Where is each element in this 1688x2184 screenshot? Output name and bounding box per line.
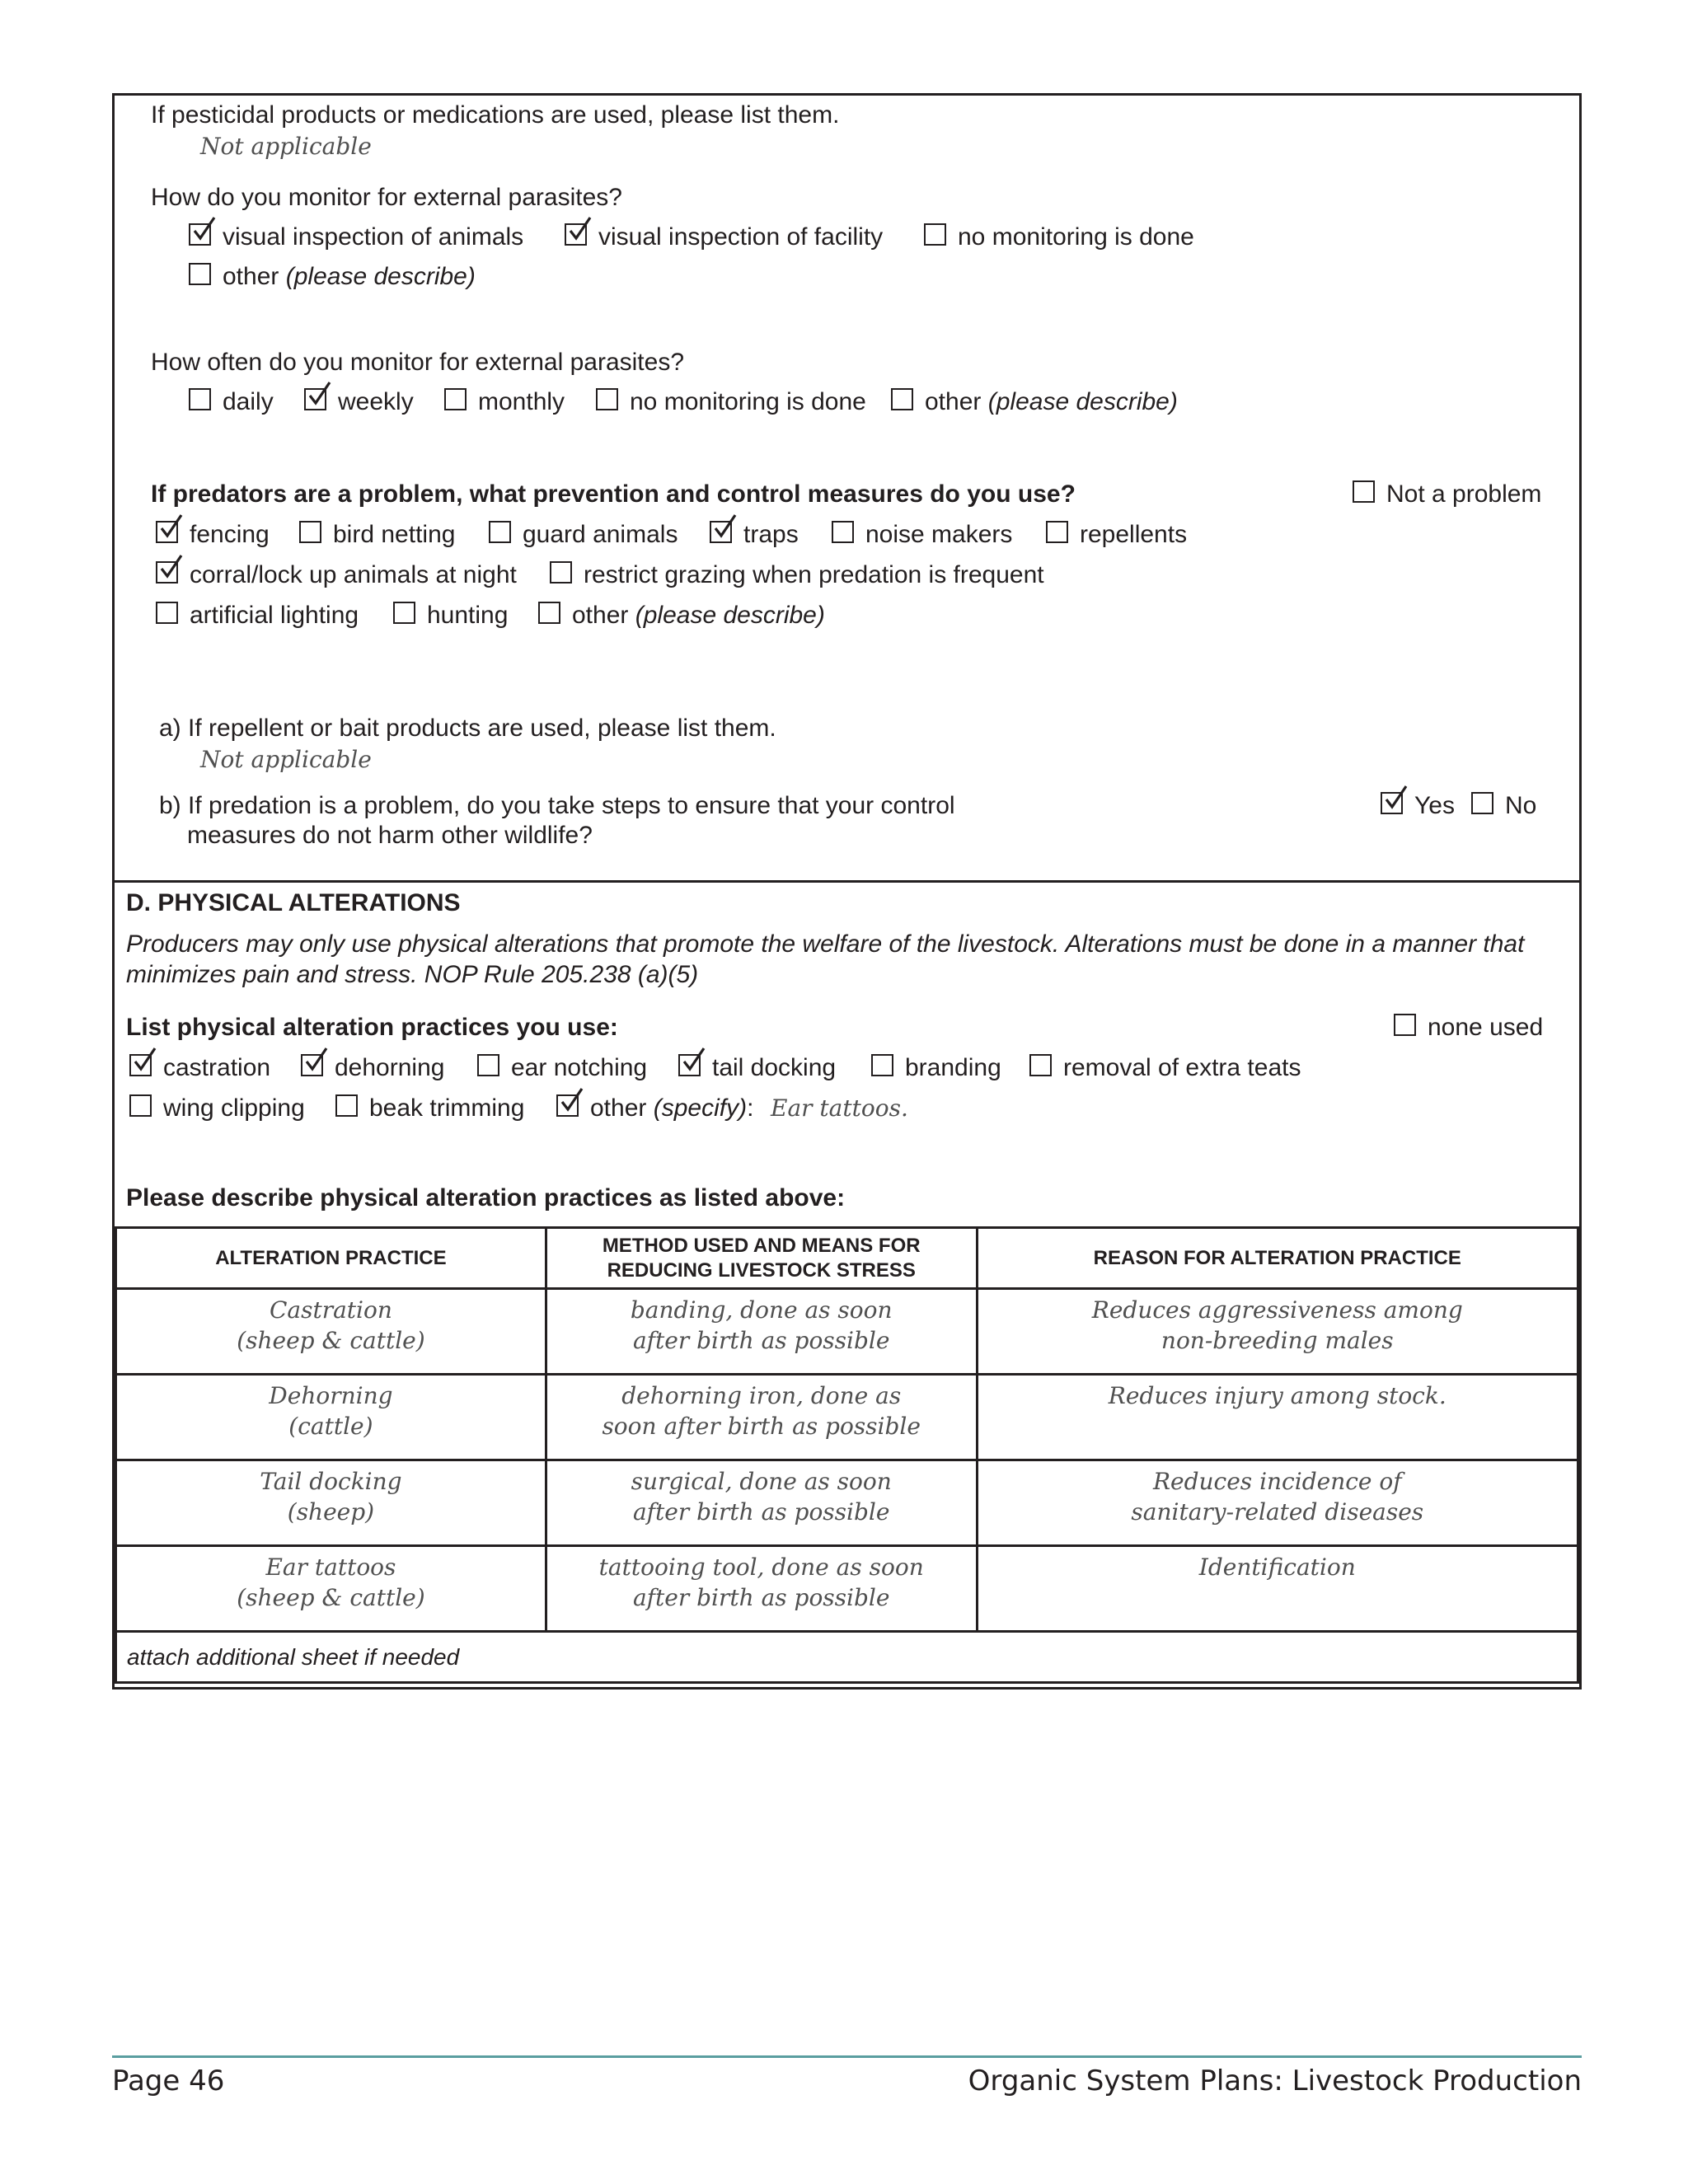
checkbox[interactable] bbox=[710, 521, 732, 543]
checkbox[interactable] bbox=[678, 1054, 701, 1076]
option-label: other bbox=[590, 1094, 647, 1122]
predator-fencing[interactable] bbox=[156, 520, 270, 550]
option-label: beak trimming bbox=[369, 1094, 525, 1122]
predator-artificial-lighting[interactable] bbox=[156, 601, 359, 630]
alteration-wing-clipping[interactable] bbox=[129, 1094, 305, 1123]
checkbox[interactable] bbox=[189, 223, 211, 246]
option-label: wing clipping bbox=[163, 1094, 305, 1122]
option-label: visual inspection of facility bbox=[598, 223, 884, 251]
option-label: no monitoring is done bbox=[630, 388, 866, 415]
option-label: ear notching bbox=[511, 1054, 648, 1081]
freq-weekly[interactable] bbox=[304, 387, 414, 417]
alteration-dehorning[interactable] bbox=[301, 1053, 444, 1083]
option-label: fencing bbox=[190, 521, 270, 548]
predator-guard-animals[interactable] bbox=[489, 520, 678, 550]
checkbox[interactable] bbox=[1471, 792, 1493, 814]
alteration-other-value[interactable]: Ear tattoos. bbox=[771, 1094, 908, 1122]
checkbox[interactable] bbox=[891, 388, 913, 410]
reason-cell[interactable]: Reduces injury among stock. bbox=[977, 1375, 1578, 1460]
checkbox[interactable] bbox=[156, 521, 178, 543]
checkbox[interactable] bbox=[1394, 1014, 1416, 1036]
checkbox[interactable] bbox=[1381, 792, 1403, 814]
option-label: none used bbox=[1428, 1014, 1544, 1041]
option-hint: (please describe) bbox=[987, 388, 1178, 415]
alteration-ear-notching[interactable] bbox=[477, 1053, 647, 1083]
alteration-removal-extra-teats[interactable] bbox=[1029, 1053, 1301, 1083]
option-label: castration bbox=[163, 1054, 271, 1081]
option-label: restrict grazing when predation is frequent bbox=[584, 561, 1044, 588]
section-intro: Producers may only use physical alterations that promote the welfare of the livestock. Alterations must be done in a manner that minimizes pain and stress. NOP Rule 205.238 (a)(5) bbox=[126, 930, 1525, 988]
wildlife-question-line2: measures do not harm other wildlife? bbox=[187, 822, 593, 849]
option-label: visual inspection of animals bbox=[223, 223, 524, 251]
additional-sheet-note: attach additional sheet if needed bbox=[116, 1632, 1578, 1683]
option-label: hunting bbox=[427, 602, 509, 629]
checkbox[interactable] bbox=[489, 521, 511, 543]
predator-repellents[interactable] bbox=[1046, 520, 1187, 550]
option-label: monthly bbox=[478, 388, 565, 415]
alteration-castration[interactable] bbox=[129, 1053, 270, 1083]
checkbox[interactable] bbox=[871, 1054, 893, 1076]
freq-monthly[interactable] bbox=[444, 387, 565, 417]
document-title: Organic System Plans: Livestock Production bbox=[968, 2064, 1582, 2097]
checkbox[interactable] bbox=[156, 602, 178, 624]
checkbox[interactable] bbox=[393, 602, 415, 624]
alteration-branding[interactable] bbox=[871, 1053, 1001, 1083]
wildlife-question-line1: b) If predation is a problem, do you take steps to ensure that your control bbox=[159, 792, 955, 819]
column-header: REASON FOR ALTERATION PRACTICE bbox=[977, 1228, 1578, 1289]
table-row bbox=[116, 1289, 1578, 1375]
alterations-list-label: List physical alteration practices you use: bbox=[126, 1014, 618, 1041]
option-label: corral/lock up animals at night bbox=[190, 561, 517, 588]
footer-rule bbox=[112, 2055, 1582, 2058]
checkbox[interactable] bbox=[129, 1054, 152, 1076]
option-label: Yes bbox=[1414, 792, 1455, 819]
repellents-question: a) If repellent or bait products are used, please list them. bbox=[159, 715, 776, 742]
option-label: guard animals bbox=[523, 521, 678, 548]
method-cell[interactable]: surgical, done as soon after birth as possible bbox=[546, 1460, 977, 1546]
checkbox[interactable] bbox=[156, 561, 178, 583]
monitor-other[interactable] bbox=[189, 262, 476, 292]
section-divider bbox=[115, 880, 1579, 883]
checkbox[interactable] bbox=[1029, 1054, 1052, 1076]
option-label: Not a problem bbox=[1386, 480, 1542, 508]
method-cell[interactable]: tattooing tool, done as soon after birth as possible bbox=[546, 1546, 977, 1632]
reason-cell[interactable]: Reduces incidence of sanitary-related diseases bbox=[977, 1460, 1578, 1546]
option-hint: (please describe) bbox=[635, 602, 825, 629]
alterations-table bbox=[115, 1226, 1579, 1684]
checkbox[interactable] bbox=[304, 388, 326, 410]
option-label: dehorning bbox=[335, 1054, 445, 1081]
repellents-answer: Not applicable bbox=[200, 746, 372, 773]
table-row bbox=[116, 1375, 1578, 1460]
option-label: other bbox=[572, 602, 629, 629]
monitor-method-question: How do you monitor for external parasites? bbox=[151, 184, 622, 211]
freq-daily[interactable] bbox=[189, 387, 274, 417]
column-header: METHOD USED AND MEANS FOR REDUCING LIVESTOCK STRESS bbox=[546, 1228, 977, 1289]
reason-cell[interactable]: Reduces aggressiveness among non-breeding males bbox=[977, 1289, 1578, 1375]
freq-other[interactable] bbox=[891, 387, 1178, 417]
table-header-row bbox=[116, 1228, 1578, 1289]
checkbox[interactable] bbox=[444, 388, 467, 410]
option-label: repellents bbox=[1080, 521, 1188, 548]
form-frame bbox=[112, 93, 1582, 1690]
option-label: other bbox=[925, 388, 982, 415]
checkbox[interactable] bbox=[832, 521, 854, 543]
practice-cell[interactable]: Castration (sheep & cattle) bbox=[116, 1289, 546, 1375]
reason-cell[interactable]: Identification bbox=[977, 1546, 1578, 1632]
alterations-none-used[interactable] bbox=[1394, 1013, 1543, 1043]
method-cell[interactable]: dehorning iron, done as soon after birth as possible bbox=[546, 1375, 977, 1460]
monitor-none[interactable] bbox=[924, 223, 1194, 252]
monitor-frequency-question: How often do you monitor for external parasites? bbox=[151, 349, 685, 376]
option-label: weekly bbox=[338, 388, 414, 415]
checkbox[interactable] bbox=[565, 223, 587, 246]
option-label: other bbox=[223, 263, 279, 290]
monitor-visual-facility[interactable] bbox=[565, 223, 883, 252]
checkbox[interactable] bbox=[335, 1094, 358, 1117]
column-header: ALTERATION PRACTICE bbox=[116, 1228, 546, 1289]
option-label: bird netting bbox=[333, 521, 456, 548]
predator-restrict-grazing[interactable] bbox=[550, 560, 1044, 590]
option-label: No bbox=[1505, 792, 1537, 819]
predator-noise-makers[interactable] bbox=[832, 520, 1012, 550]
practice-cell[interactable]: Ear tattoos (sheep & cattle) bbox=[116, 1546, 546, 1632]
predator-corral[interactable] bbox=[156, 560, 517, 590]
checkbox[interactable] bbox=[129, 1094, 152, 1117]
checkbox[interactable] bbox=[301, 1054, 323, 1076]
option-label: removal of extra teats bbox=[1063, 1054, 1301, 1081]
predator-bird-netting[interactable] bbox=[299, 520, 455, 550]
checkbox[interactable] bbox=[550, 561, 572, 583]
predator-hunting[interactable] bbox=[393, 601, 508, 630]
checkbox[interactable] bbox=[924, 223, 946, 246]
practice-cell[interactable]: Tail docking (sheep) bbox=[116, 1460, 546, 1546]
monitor-visual-animals[interactable] bbox=[189, 223, 523, 252]
checkbox[interactable] bbox=[596, 388, 618, 410]
alteration-other[interactable]: other (specify) : bbox=[556, 1094, 753, 1123]
checkbox[interactable] bbox=[538, 602, 560, 624]
freq-none[interactable] bbox=[596, 387, 866, 417]
option-label: branding bbox=[905, 1054, 1001, 1081]
checkbox[interactable] bbox=[1046, 521, 1068, 543]
method-cell[interactable]: banding, done as soon after birth as possible bbox=[546, 1289, 977, 1375]
option-label: noise makers bbox=[865, 521, 1013, 548]
predator-traps[interactable] bbox=[710, 520, 799, 550]
option-label: tail docking bbox=[712, 1054, 837, 1081]
option-label: traps bbox=[743, 521, 799, 548]
checkbox[interactable] bbox=[299, 521, 321, 543]
option-label: no monitoring is done bbox=[958, 223, 1194, 251]
checkbox[interactable] bbox=[1353, 480, 1375, 503]
option-label: artificial lighting bbox=[190, 602, 359, 629]
checkbox[interactable] bbox=[477, 1054, 499, 1076]
practice-cell[interactable]: Dehorning (cattle) bbox=[116, 1375, 546, 1460]
table-note-row bbox=[116, 1632, 1578, 1683]
section-heading: D. PHYSICAL ALTERATIONS bbox=[126, 889, 461, 916]
predators-not-a-problem[interactable] bbox=[1353, 480, 1541, 509]
predators-question: If predators are a problem, what prevention and control measures do you use? bbox=[151, 480, 1076, 508]
option-hint: (please describe) bbox=[285, 263, 476, 290]
table-row bbox=[116, 1546, 1578, 1632]
describe-label: Please describe physical alteration practices as listed above: bbox=[126, 1184, 846, 1212]
alteration-tail-docking[interactable] bbox=[678, 1053, 836, 1083]
predator-other[interactable] bbox=[538, 601, 825, 630]
wildlife-yes[interactable] bbox=[1381, 791, 1455, 821]
pesticides-answer: Not applicable bbox=[200, 133, 372, 160]
wildlife-no[interactable] bbox=[1471, 791, 1536, 821]
checkbox[interactable] bbox=[189, 263, 211, 285]
table-row bbox=[116, 1460, 1578, 1546]
alteration-beak-trimming[interactable] bbox=[335, 1094, 524, 1123]
option-label: daily bbox=[223, 388, 274, 415]
option-hint: (specify) bbox=[653, 1094, 748, 1122]
checkbox[interactable] bbox=[556, 1094, 579, 1117]
checkbox[interactable] bbox=[189, 388, 211, 410]
page-number: Page 46 bbox=[112, 2064, 225, 2097]
pesticides-question: If pesticidal products or medications are used, please list them. bbox=[151, 101, 840, 129]
